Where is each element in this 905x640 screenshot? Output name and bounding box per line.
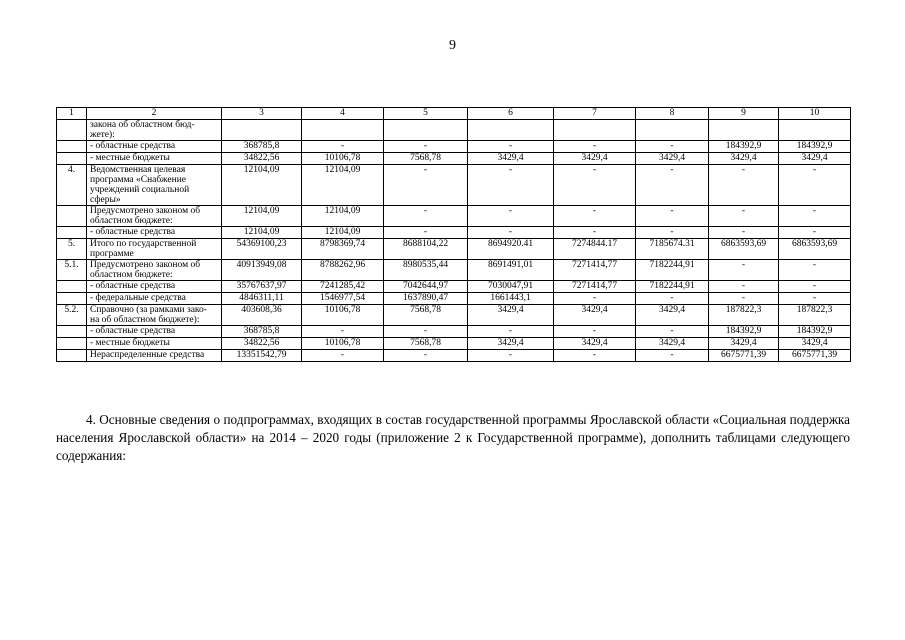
value-cell: 403608,36 xyxy=(222,305,302,326)
value-cell: 6675771,39 xyxy=(779,350,851,362)
value-cell: 7568,78 xyxy=(384,305,468,326)
value-cell: 12104,09 xyxy=(222,206,302,227)
value-cell: 6675771,39 xyxy=(709,350,779,362)
page-number: 9 xyxy=(449,38,456,53)
value-cell: - xyxy=(302,350,384,362)
row-number-cell xyxy=(57,227,87,239)
value-cell: - xyxy=(384,350,468,362)
value-cell: - xyxy=(384,206,468,227)
row-name-cell: закона об областном бюд- жете): xyxy=(87,120,222,141)
row-name-cell: Нераспределенные средства xyxy=(87,350,222,362)
row-number-cell xyxy=(57,293,87,305)
value-cell xyxy=(709,120,779,141)
body-paragraph: 4. Основные сведения о подпрограммах, входящих в состав государственной программы Ярославской области «Социальная поддержка населения Ярославской области» на 2014 – 2020 годы (приложение 2 к Государственной программе), дополнить таблицами следующего содержания: xyxy=(56,412,850,463)
value-cell: 54369100,23 xyxy=(222,239,302,260)
value-cell: - xyxy=(468,350,554,362)
row-number-cell xyxy=(57,141,87,153)
value-cell: - xyxy=(384,227,468,239)
value-cell: 3429,4 xyxy=(468,153,554,165)
value-cell: 3429,4 xyxy=(554,305,636,326)
value-cell: - xyxy=(709,227,779,239)
table-row xyxy=(57,227,851,239)
value-cell: 3429,4 xyxy=(636,153,709,165)
table-row xyxy=(57,260,851,281)
table-row xyxy=(57,206,851,227)
value-cell xyxy=(384,120,468,141)
value-cell: - xyxy=(636,293,709,305)
header-cell: 4 xyxy=(302,108,384,120)
value-cell: 12104,09 xyxy=(302,165,384,206)
value-cell: - xyxy=(554,326,636,338)
header-cell: 6 xyxy=(468,108,554,120)
value-cell: - xyxy=(636,227,709,239)
value-cell: 34822,56 xyxy=(222,338,302,350)
value-cell: - xyxy=(636,165,709,206)
value-cell: - xyxy=(709,293,779,305)
row-number-cell: 5. xyxy=(57,239,87,260)
value-cell: 7241285,42 xyxy=(302,281,384,293)
value-cell: 3429,4 xyxy=(468,338,554,350)
value-cell: 3429,4 xyxy=(554,338,636,350)
value-cell: 8688104,22 xyxy=(384,239,468,260)
value-cell: 184392,9 xyxy=(709,326,779,338)
value-cell: 7271414,77 xyxy=(554,281,636,293)
table-row xyxy=(57,305,851,326)
value-cell: - xyxy=(384,326,468,338)
value-cell: 7274844.17 xyxy=(554,239,636,260)
value-cell: - xyxy=(779,227,851,239)
table-row xyxy=(57,141,851,153)
value-cell: - xyxy=(554,293,636,305)
header-cell: 1 xyxy=(57,108,87,120)
row-name-cell: - местные бюджеты xyxy=(87,338,222,350)
value-cell xyxy=(779,120,851,141)
value-cell: 8798369,74 xyxy=(302,239,384,260)
value-cell: 368785,8 xyxy=(222,326,302,338)
budget-table-body xyxy=(57,108,851,362)
row-name-cell: Предусмотрено законом об областном бюджете: xyxy=(87,206,222,227)
value-cell: 7042644,97 xyxy=(384,281,468,293)
value-cell: 7182244,91 xyxy=(636,281,709,293)
value-cell: - xyxy=(468,326,554,338)
header-cell: 7 xyxy=(554,108,636,120)
row-number-cell xyxy=(57,350,87,362)
value-cell: - xyxy=(636,350,709,362)
value-cell: 10106,78 xyxy=(302,338,384,350)
value-cell: 3429,4 xyxy=(468,305,554,326)
value-cell xyxy=(302,120,384,141)
header-cell: 8 xyxy=(636,108,709,120)
value-cell: 3429,4 xyxy=(709,153,779,165)
row-number-cell: 5.1. xyxy=(57,260,87,281)
value-cell: 1661443,1 xyxy=(468,293,554,305)
value-cell: - xyxy=(554,227,636,239)
table-row xyxy=(57,281,851,293)
row-name-cell: - местные бюджеты xyxy=(87,153,222,165)
value-cell: 1546977,54 xyxy=(302,293,384,305)
value-cell: - xyxy=(554,165,636,206)
value-cell: 8980535,44 xyxy=(384,260,468,281)
value-cell: - xyxy=(468,227,554,239)
value-cell: - xyxy=(636,206,709,227)
table-row xyxy=(57,338,851,350)
value-cell: 40913949,08 xyxy=(222,260,302,281)
table-row xyxy=(57,326,851,338)
row-name-cell: - областные средства xyxy=(87,281,222,293)
table-row xyxy=(57,120,851,141)
value-cell xyxy=(554,120,636,141)
row-number-cell xyxy=(57,153,87,165)
table-header-row xyxy=(57,108,851,120)
header-cell: 2 xyxy=(87,108,222,120)
body-paragraph-wrap xyxy=(56,411,850,465)
value-cell: - xyxy=(468,141,554,153)
value-cell xyxy=(222,120,302,141)
value-cell: 3429,4 xyxy=(779,153,851,165)
row-number-cell xyxy=(57,206,87,227)
value-cell: - xyxy=(302,141,384,153)
table-row xyxy=(57,153,851,165)
value-cell: 12104,09 xyxy=(302,227,384,239)
value-cell: - xyxy=(636,141,709,153)
row-name-cell: - областные средства xyxy=(87,141,222,153)
row-name-cell: Предусмотрено законом об областном бюджете: xyxy=(87,260,222,281)
value-cell: 3429,4 xyxy=(636,305,709,326)
value-cell: 7271414,77 xyxy=(554,260,636,281)
value-cell: 13351542,79 xyxy=(222,350,302,362)
value-cell: 3429,4 xyxy=(554,153,636,165)
row-number-cell xyxy=(57,281,87,293)
value-cell: - xyxy=(554,206,636,227)
row-name-cell: - федеральные средства xyxy=(87,293,222,305)
value-cell xyxy=(636,120,709,141)
row-number-cell: 4. xyxy=(57,165,87,206)
row-number-cell: 5.2. xyxy=(57,305,87,326)
value-cell: 34822,56 xyxy=(222,153,302,165)
value-cell: - xyxy=(384,165,468,206)
value-cell: - xyxy=(709,260,779,281)
value-cell: 368785,8 xyxy=(222,141,302,153)
value-cell: - xyxy=(468,165,554,206)
table-row xyxy=(57,239,851,260)
value-cell: - xyxy=(709,206,779,227)
table-row xyxy=(57,293,851,305)
value-cell: 187822,3 xyxy=(709,305,779,326)
value-cell: 184392,9 xyxy=(779,141,851,153)
value-cell: - xyxy=(709,281,779,293)
value-cell: 12104,09 xyxy=(222,165,302,206)
header-cell: 5 xyxy=(384,108,468,120)
header-cell: 9 xyxy=(709,108,779,120)
table-row xyxy=(57,165,851,206)
value-cell: 187822,3 xyxy=(779,305,851,326)
value-cell: - xyxy=(302,326,384,338)
value-cell: 8691491,01 xyxy=(468,260,554,281)
value-cell: - xyxy=(779,206,851,227)
table-row xyxy=(57,350,851,362)
value-cell xyxy=(468,120,554,141)
value-cell: - xyxy=(779,165,851,206)
value-cell: 7182244,91 xyxy=(636,260,709,281)
value-cell: 6863593,69 xyxy=(709,239,779,260)
value-cell: 8694920.41 xyxy=(468,239,554,260)
value-cell: - xyxy=(779,293,851,305)
value-cell: 12104,09 xyxy=(222,227,302,239)
value-cell: 35767637,97 xyxy=(222,281,302,293)
row-name-cell: Ведомственная целевая программа «Снабжение учреждений социальной сферы» xyxy=(87,165,222,206)
header-cell: 10 xyxy=(779,108,851,120)
value-cell: 4846311,11 xyxy=(222,293,302,305)
value-cell: 10106,78 xyxy=(302,153,384,165)
value-cell: 7568,78 xyxy=(384,338,468,350)
value-cell: - xyxy=(709,165,779,206)
value-cell: 3429,4 xyxy=(636,338,709,350)
header-cell: 3 xyxy=(222,108,302,120)
row-name-cell: - областные средства xyxy=(87,227,222,239)
value-cell: - xyxy=(779,281,851,293)
value-cell: - xyxy=(636,326,709,338)
value-cell: 7568,78 xyxy=(384,153,468,165)
value-cell: 7185674.31 xyxy=(636,239,709,260)
value-cell: - xyxy=(779,260,851,281)
value-cell: - xyxy=(384,141,468,153)
value-cell: 184392,9 xyxy=(709,141,779,153)
value-cell: 12104,09 xyxy=(302,206,384,227)
row-number-cell xyxy=(57,120,87,141)
row-number-cell xyxy=(57,326,87,338)
value-cell: 184392,9 xyxy=(779,326,851,338)
budget-table xyxy=(56,107,851,362)
value-cell: - xyxy=(554,350,636,362)
row-name-cell: Справочно (за рамками зако- на об областном бюджете): xyxy=(87,305,222,326)
value-cell: 7030047,91 xyxy=(468,281,554,293)
row-name-cell: - областные средства xyxy=(87,326,222,338)
value-cell: - xyxy=(554,141,636,153)
value-cell: 8788262,96 xyxy=(302,260,384,281)
row-number-cell xyxy=(57,338,87,350)
value-cell: - xyxy=(468,206,554,227)
value-cell: 6863593,69 xyxy=(779,239,851,260)
value-cell: 3429,4 xyxy=(779,338,851,350)
value-cell: 3429,4 xyxy=(709,338,779,350)
value-cell: 10106,78 xyxy=(302,305,384,326)
row-name-cell: Итого по государственной программе xyxy=(87,239,222,260)
value-cell: 1637890,47 xyxy=(384,293,468,305)
